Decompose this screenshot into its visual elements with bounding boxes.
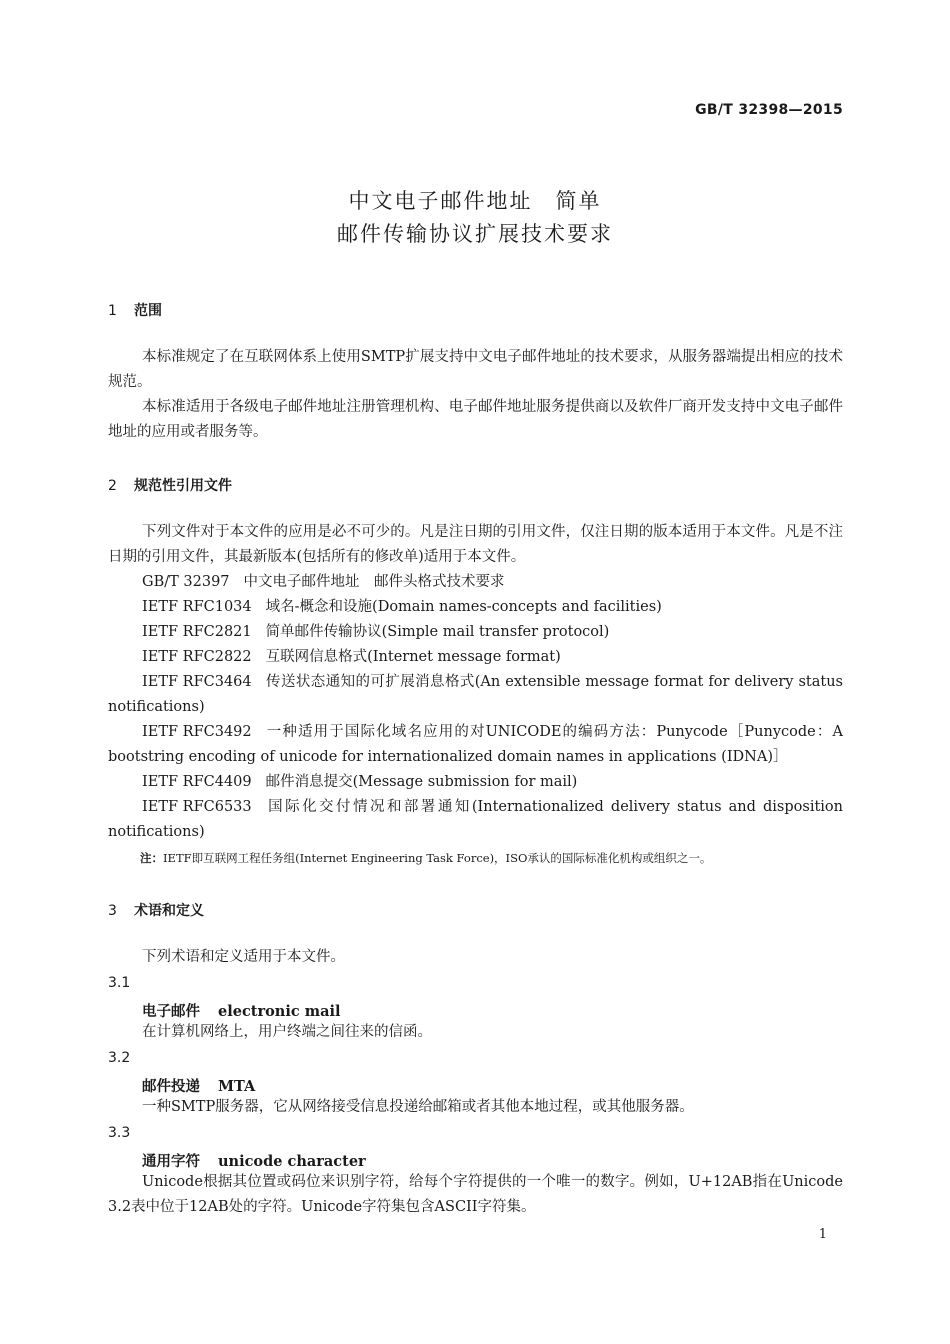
reference-item [108, 670, 843, 720]
term-en: MTA [218, 1078, 256, 1095]
reference-item [108, 645, 843, 670]
note [140, 850, 711, 866]
reference-item [108, 595, 843, 620]
section-title: 规范性引用文件 [134, 478, 232, 494]
section-1-body [108, 345, 843, 445]
section-2-body [108, 520, 843, 845]
term-en: unicode character [218, 1153, 366, 1170]
reference-code: IETF RFC1034 [142, 599, 252, 615]
definition-text: Unicode根据其位置或码位来识别字符，给每个字符提供的一个唯一的数字。例如，U+12AB指在Unicode 3.2表中位于12AB处的字符。Unicode字符集包含ASCII字符集。 [108, 1174, 843, 1215]
reference-title: 互联网信息格式(Internet message format) [265, 649, 561, 665]
section-title: 范围 [134, 303, 162, 319]
term-zh: 电子邮件 [142, 1004, 200, 1020]
reference-code: IETF RFC2822 [142, 649, 252, 665]
paragraph: 本标准适用于各级电子邮件地址注册管理机构、电子邮件地址服务提供商以及软件厂商开发支持中文电子邮件地址的应用或者服务等。 [108, 399, 843, 440]
reference-code: IETF RFC3464 [142, 674, 252, 690]
section-number: 1 [108, 303, 117, 319]
note-text: IETF即互联网工程任务组(Internet Engineering Task Force)，ISO承认的国际标准化机构或组织之一。 [163, 851, 712, 865]
term-number: 3.2 [108, 1050, 131, 1066]
section-number: 3 [108, 903, 117, 919]
section-number: 2 [108, 478, 117, 494]
term-zh: 邮件投递 [142, 1079, 200, 1095]
section-3-intro [108, 945, 843, 970]
paragraph: 本标准规定了在互联网体系上使用SMTP扩展支持中文电子邮件地址的技术要求，从服务器端提出相应的技术规范。 [108, 349, 843, 390]
reference-title: 国际化交付情况和部署通知(Internationalized delivery status and disposition notifications) [108, 799, 843, 840]
term-definition [108, 1170, 843, 1220]
term-number: 3.1 [108, 975, 131, 991]
reference-title: 一种适用于国际化域名应用的对UNICODE的编码方法：Punycode［Punycode：A bootstring encoding of unicode for internationalized domain names in applications (IDNA)］ [108, 724, 843, 765]
reference-code: IETF RFC3492 [142, 724, 252, 740]
standard-code: GB/T 32398—2015 [695, 102, 843, 118]
note-label: 注： [140, 851, 163, 865]
term-definition [108, 1095, 843, 1120]
document-title-line2: 邮件传输协议扩展技术要求 [337, 222, 613, 246]
term-number: 3.3 [108, 1125, 131, 1141]
term-zh: 通用字符 [142, 1154, 200, 1170]
section-3-heading [108, 900, 204, 920]
reference-title: 传送状态通知的可扩展消息格式(An extensible message format for delivery status notifications) [108, 674, 843, 715]
definition-text: 一种SMTP服务器，它从网络接受信息投递给邮箱或者其他本地过程，或其他服务器。 [142, 1099, 694, 1115]
paragraph: 下列文件对于本文件的应用是必不可少的。凡是注日期的引用文件，仅注日期的版本适用于本文件。凡是不注日期的引用文件，其最新版本(包括所有的修改单)适用于本文件。 [108, 524, 843, 565]
reference-item [108, 620, 843, 645]
term-definition [108, 1020, 843, 1045]
section-2-heading [108, 475, 232, 495]
term-heading [142, 1075, 255, 1096]
page-number: 1 [818, 1227, 827, 1242]
section-1-heading [108, 300, 162, 320]
reference-code: IETF RFC2821 [142, 624, 252, 640]
term-heading [142, 1000, 340, 1021]
reference-code: IETF RFC4409 [142, 774, 252, 790]
reference-code: IETF RFC6533 [142, 799, 252, 815]
reference-title: 邮件消息提交(Message submission for mail) [265, 774, 578, 790]
reference-item [108, 720, 843, 770]
paragraph: 下列术语和定义适用于本文件。 [142, 949, 345, 965]
definition-text: 在计算机网络上，用户终端之间往来的信函。 [142, 1024, 432, 1040]
reference-item [108, 570, 843, 595]
reference-title: 中文电子邮件地址 邮件头格式技术要求 [243, 574, 505, 590]
document-title-line1: 中文电子邮件地址 简单 [348, 189, 602, 213]
section-title: 术语和定义 [134, 903, 204, 919]
reference-item [108, 795, 843, 845]
term-heading [142, 1150, 366, 1171]
term-en: electronic mail [218, 1003, 341, 1020]
reference-item [108, 770, 843, 795]
reference-title: 简单邮件传输协议(Simple mail transfer protocol) [265, 624, 610, 640]
reference-title: 域名-概念和设施(Domain names-concepts and facilities) [265, 599, 662, 615]
reference-code: GB/T 32397 [142, 574, 230, 590]
